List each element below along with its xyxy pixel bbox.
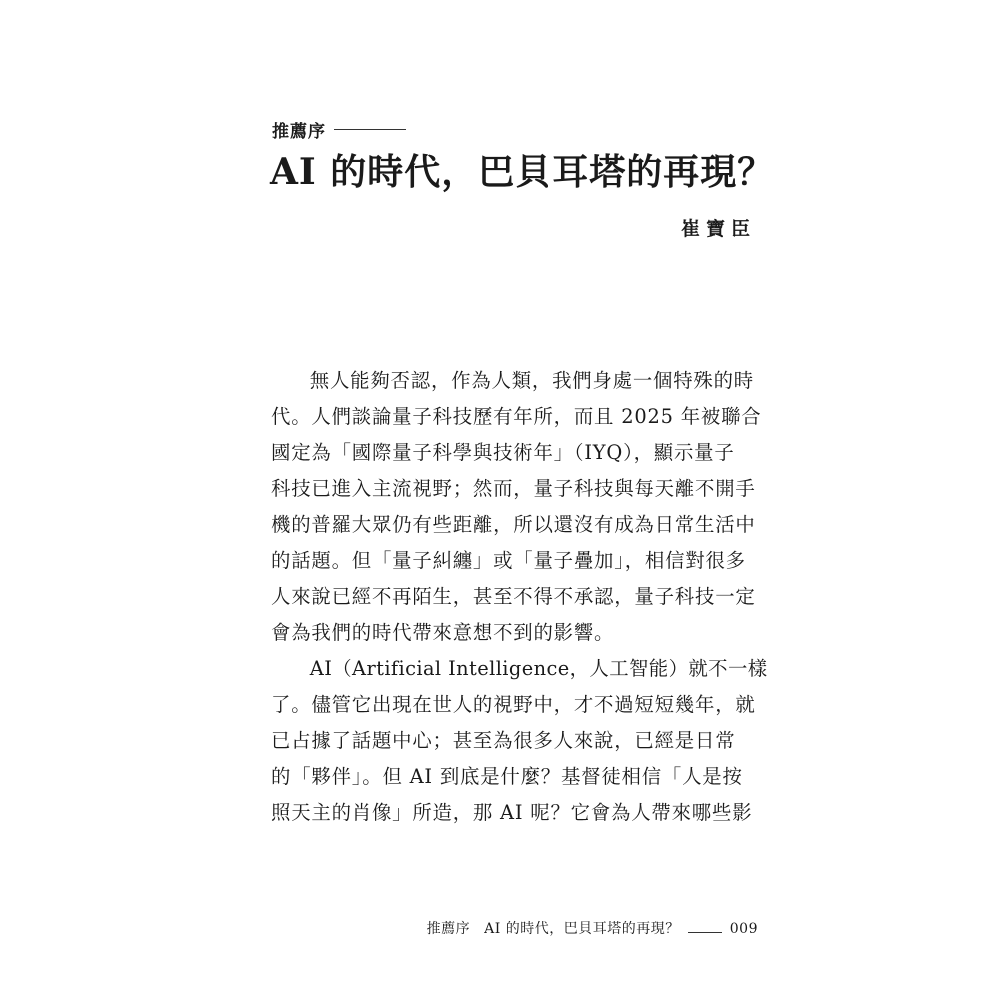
- paragraph-1: [271, 363, 761, 651]
- text-line: 照天主的肖像」所造，那 AI 呢？它會為人帶來哪些影: [271, 801, 753, 824]
- text-line: 代。人們談論量子科技歷有年所，而且 2025 年被聯合: [271, 405, 762, 428]
- text-line: 會為我們的時代帶來意想不到的影響。: [271, 621, 615, 644]
- text-line: 了。儘管它出現在世人的視野中，才不過短短幾年，就: [271, 693, 756, 716]
- chapter-title: AI 的時代，巴貝耳塔的再現？: [270, 151, 775, 193]
- footer-rule: [688, 932, 722, 933]
- paragraph-2: [271, 651, 768, 831]
- text-line: 的「夥伴」。但 AI 到底是什麼？基督徒相信「人是按: [271, 765, 743, 788]
- text-line: 的話題。但「量子糾纏」或「量子疊加」，相信對很多: [271, 549, 746, 572]
- page-number: 009: [729, 921, 758, 937]
- text-line: 科技已進入主流視野；然而，量子科技與每天離不開手: [271, 477, 756, 500]
- running-footer: [427, 918, 758, 940]
- text-line: AI（Artificial Intelligence，人工智能）就不一樣: [309, 657, 768, 680]
- text-line: 國定為「國際量子科學與技術年」（IYQ），顯示量子: [271, 441, 735, 464]
- text-line: 已占據了話題中心；甚至為很多人來說，已經是日常: [271, 729, 736, 752]
- section-rule: [334, 129, 406, 130]
- body-text: [271, 363, 768, 831]
- text-line: 人來說已經不再陌生，甚至不得不承認，量子科技一定: [271, 585, 756, 608]
- footer-section-label: 推薦序: [426, 921, 471, 937]
- footer-title: AI 的時代，巴貝耳塔的再現？: [484, 921, 680, 937]
- text-line: 機的普羅大眾仍有些距離，所以還沒有成為日常生活中: [271, 513, 756, 536]
- author-name: 崔寶臣: [680, 218, 756, 240]
- text-line: 無人能夠否認，作為人類，我們身處一個特殊的時: [309, 369, 754, 392]
- section-label-text: 推薦序: [272, 121, 326, 142]
- section-label: [272, 118, 406, 140]
